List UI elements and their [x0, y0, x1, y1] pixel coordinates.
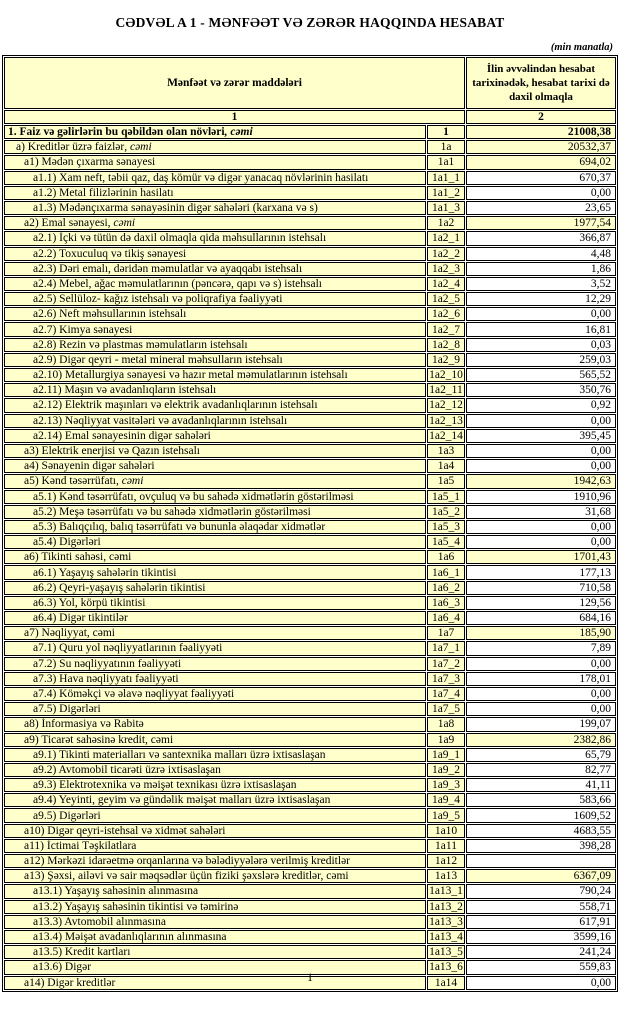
row-label-text: a2) Emal sənayesi: [24, 217, 108, 230]
row-code: 1a6_4: [427, 611, 465, 625]
row-label: [4, 322, 426, 336]
table-row: [4, 398, 616, 412]
row-label-text: a4) Sənayenin digər sahələri: [24, 460, 155, 473]
row-code: 1a13_4: [427, 930, 465, 944]
row-label: [4, 474, 426, 488]
row-code: 1a2_12: [427, 398, 465, 412]
row-label-text: a6.4) Digər tikintilər: [33, 612, 128, 625]
row-value: 350,76: [466, 383, 616, 397]
row-value: 0,00: [466, 307, 616, 321]
row-label-text: a13.5) Kredit kartları: [33, 946, 131, 959]
row-label: [4, 307, 426, 321]
table-row: [4, 657, 616, 671]
row-label-text: a13.6) Digər: [33, 961, 92, 974]
row-value: 1609,52: [466, 808, 616, 822]
row-label-text: a2.8) Rezin və plastmas məmulatların istehsalı: [33, 338, 248, 351]
table-row: [4, 201, 616, 215]
table-row: [4, 884, 616, 898]
row-label-text: a6.2) Qeyri-yaşayış sahələrin tikintisi: [33, 581, 206, 594]
row-code: 1a4: [427, 459, 465, 473]
row-code: 1a2_7: [427, 322, 465, 336]
row-label-text: a7.5) Digərləri: [33, 703, 101, 716]
row-label: [4, 581, 426, 595]
table-row: [4, 793, 616, 807]
table-row: [4, 231, 616, 245]
row-label: [4, 672, 426, 686]
row-code: 1a5_2: [427, 505, 465, 519]
row-label-text: a2.9) Digər qeyri - metal mineral məhsulların istehsalı: [33, 353, 283, 366]
row-code: 1a7_3: [427, 672, 465, 686]
table-row: [4, 565, 616, 579]
row-value: 684,16: [466, 611, 616, 625]
row-label: [4, 125, 426, 139]
row-value: 0,00: [466, 444, 616, 458]
row-code: 1a9_1: [427, 748, 465, 762]
row-code: 1a5_3: [427, 520, 465, 534]
row-label-text: a6.1) Yaşayış sahələrin tikintisi: [33, 566, 177, 579]
row-value: 0,92: [466, 398, 616, 412]
row-code: 1a2_8: [427, 338, 465, 352]
row-label-text: a6) Tikinti sahəsi, cəmi: [24, 551, 132, 564]
row-code: 1a2_13: [427, 414, 465, 428]
row-value: 199,07: [466, 717, 616, 731]
row-label-text: a9.5) Digərləri: [33, 809, 101, 822]
row-label: [4, 429, 426, 443]
row-value: 558,71: [466, 900, 616, 914]
table-row: [4, 778, 616, 792]
row-label: [4, 155, 426, 169]
row-label: [4, 687, 426, 701]
row-label: [4, 368, 426, 382]
table-row: [4, 535, 616, 549]
row-label: [4, 520, 426, 534]
row-code: 1a: [427, 140, 465, 154]
row-value: 366,87: [466, 231, 616, 245]
row-code: 1a8: [427, 717, 465, 731]
row-code: 1a9_5: [427, 808, 465, 822]
row-label: [4, 748, 426, 762]
row-code: 1a7_5: [427, 702, 465, 716]
row-label: [4, 216, 426, 230]
header-row: [4, 57, 616, 109]
row-value: 670,37: [466, 171, 616, 185]
row-label-text: a7.2) Su nəqliyyatının fəaliyyəti: [33, 657, 182, 670]
row-value: 1942,63: [466, 474, 616, 488]
table-row: [4, 687, 616, 701]
row-label-text: a9.2) Avtomobil ticarəti üzrə ixtisaslaşan: [33, 763, 221, 776]
row-label: [4, 717, 426, 731]
row-label-text: a13.2) Yaşayış sahəsinin tikintisi və təmirinə: [33, 900, 239, 913]
table-row: [4, 186, 616, 200]
row-value: 0,00: [466, 657, 616, 671]
row-label-text: a2.11) Maşın və avadanlıqların istehsalı: [33, 384, 217, 397]
row-label-text: a9) Ticarət sahəsinə kredit, cəmi: [24, 733, 174, 746]
row-code: 1a2_14: [427, 429, 465, 443]
row-value: 23,65: [466, 201, 616, 215]
table-row: [4, 474, 616, 488]
row-label: [4, 414, 426, 428]
row-value: 20532,37: [466, 140, 616, 154]
row-label: [4, 839, 426, 853]
row-label: [4, 793, 426, 807]
row-label: [4, 459, 426, 473]
row-label-text: a1.3) Mədənçıxarma sənayəsinin digər sahələri (karxana və s): [33, 202, 318, 215]
table-row: [4, 641, 616, 655]
row-label-text: a13.3) Avtomobil alınmasına: [33, 915, 166, 928]
row-value: 7,89: [466, 641, 616, 655]
table-row: [4, 155, 616, 169]
table-row: [4, 277, 616, 291]
row-code: 1a2_11: [427, 383, 465, 397]
row-value: 177,13: [466, 565, 616, 579]
table-row: [4, 429, 616, 443]
row-value: 0,00: [466, 976, 616, 990]
table-row: [4, 581, 616, 595]
row-label: [4, 869, 426, 883]
row-label-text: a1.1) Xam neft, təbii qaz, daş kömür və digər yanacaq növlərinin hasilatı: [33, 171, 369, 184]
row-label: [4, 778, 426, 792]
row-label: [4, 808, 426, 822]
table-row: [4, 854, 616, 868]
row-value: 21008,38: [466, 125, 616, 139]
row-label-text: a7.3) Hava nəqliyyatı fəaliyyəti: [33, 672, 179, 685]
row-label-text: a) Kreditlər üzrə faizlər: [16, 141, 125, 154]
row-label-text: a5.3) Balıqçılıq, balıq təsərrüfatı və bununla əlaqədar xidmətlər: [33, 520, 326, 533]
row-code: 1a7: [427, 626, 465, 640]
row-label-text: a13) Şəxsi, ailəvi və sair məqsədlər üçün fiziki şəxslərə kreditlər, cəmi: [24, 870, 349, 883]
row-label: [4, 641, 426, 655]
row-code: 1a2_4: [427, 277, 465, 291]
row-label-text: 1. Faiz və gəlirlərin bu qəbildən olan növləri: [8, 126, 225, 139]
page-title: CƏDVƏL A 1 - MƏNFƏƏT VƏ ZƏRƏR HAQQINDA HESABAT: [115, 15, 505, 30]
row-code: 1a6_1: [427, 565, 465, 579]
table-row: [4, 611, 616, 625]
row-code: 1a7_1: [427, 641, 465, 655]
row-code: 1a6: [427, 550, 465, 564]
row-label-text: a2.2) Toxuculuq və tikiş sənayesi: [33, 247, 187, 260]
row-value: 0,00: [466, 186, 616, 200]
row-value: 16,81: [466, 322, 616, 336]
row-code: 1a5_1: [427, 490, 465, 504]
table-row: [4, 383, 616, 397]
row-label-text: a9.1) Tikinti materialları və santexnika malları üzrə ixtisaslaşan: [33, 748, 326, 761]
row-value: 65,79: [466, 748, 616, 762]
row-label: [4, 854, 426, 868]
row-code: 1a3: [427, 444, 465, 458]
row-label: [4, 733, 426, 747]
table-row: [4, 171, 616, 185]
row-label: [4, 201, 426, 215]
row-label: [4, 535, 426, 549]
row-value: 559,83: [466, 960, 616, 974]
table-row: [4, 596, 616, 610]
row-code: 1a2_6: [427, 307, 465, 321]
row-label-text: a7) Nəqliyyat, cəmi: [24, 627, 116, 640]
table-row: [4, 900, 616, 914]
row-code: 1a10: [427, 824, 465, 838]
row-value: 583,66: [466, 793, 616, 807]
row-label: [4, 262, 426, 276]
row-label-text: a5.4) Digərləri: [33, 536, 101, 549]
row-code: 1a7_2: [427, 657, 465, 671]
row-code: 1a5_4: [427, 535, 465, 549]
row-label-text: a2.4) Mebel, ağac məmulatlarının (pəncərə, qapı və s) istehsalı: [33, 277, 322, 290]
table-row: [4, 368, 616, 382]
table-row: [4, 216, 616, 230]
row-code: 1a13_6: [427, 960, 465, 974]
row-label: [4, 550, 426, 564]
table-row: [4, 915, 616, 929]
row-label: [4, 353, 426, 367]
row-label-text: a13.4) Məişət avadanlıqlarının alınmasına: [33, 931, 227, 944]
row-label-text: a2.7) Kimya sənayesi: [33, 323, 133, 336]
row-code: 1a1_1: [427, 171, 465, 185]
row-label: [4, 915, 426, 929]
table-row: [4, 520, 616, 534]
row-value: 31,68: [466, 505, 616, 519]
row-label-text: a2.14) Emal sənayesinin digər sahələri: [33, 429, 211, 442]
row-label: [4, 657, 426, 671]
row-value: 2382,86: [466, 733, 616, 747]
row-value: 0,00: [466, 414, 616, 428]
row-label: [4, 444, 426, 458]
row-value: 565,52: [466, 368, 616, 382]
table-row: [4, 869, 616, 883]
row-value: 4,48: [466, 247, 616, 261]
row-label: [4, 171, 426, 185]
row-label-text: a2.13) Nəqliyyat vasitələri və avadanlıqlarının istehsalı: [33, 414, 288, 427]
row-value: 12,29: [466, 292, 616, 306]
row-label-text: a2.3) Dəri emalı, dəridən məmulatlar və ayaqqabı istehsalı: [33, 262, 303, 275]
row-label-text: a2.6) Neft məhsullarının istehsalı: [33, 308, 187, 321]
row-code: 1a1: [427, 155, 465, 169]
items-column-header: Mənfəət və zərər maddələri: [4, 57, 465, 109]
table-row: [4, 672, 616, 686]
row-label-text: a9.4) Yeyinti, geyim və gündəlik məişət malları üzrə ixtisaslaşan: [33, 794, 331, 807]
row-value: 1977,54: [466, 216, 616, 230]
table-row: [4, 733, 616, 747]
row-code: 1a1_3: [427, 201, 465, 215]
row-code: 1a13_5: [427, 945, 465, 959]
page-number: 1: [307, 970, 313, 984]
row-label-text: a11) İctimai Təşkilatlara: [24, 839, 137, 852]
row-value: [466, 854, 616, 868]
row-label: [4, 565, 426, 579]
row-code: 1a6_3: [427, 596, 465, 610]
row-value: 710,58: [466, 581, 616, 595]
row-label-text: a2.1) İçki və tütün də daxil olmaqla qida məhsullarının istehsalı: [33, 232, 327, 245]
row-label-text: a7.1) Quru yol nəqliyyatlarının fəaliyyəti: [33, 642, 223, 655]
row-value: 0,00: [466, 702, 616, 716]
row-value: 1,86: [466, 262, 616, 276]
table-row: [4, 292, 616, 306]
row-code: 1a1_2: [427, 186, 465, 200]
row-label-suffix: , cəmi: [115, 475, 144, 488]
row-value: 0,00: [466, 535, 616, 549]
unit-note: (min manatla): [550, 42, 613, 53]
row-label-text: a1) Mədən çıxarma sənayesi: [24, 156, 156, 169]
value-column-number: 2: [466, 110, 616, 124]
row-label: [4, 702, 426, 716]
table-row: [4, 338, 616, 352]
table-row: [4, 808, 616, 822]
row-label-text: a3) Elektrik enerjisi və Qazın istehsalı: [24, 445, 200, 458]
table-row: [4, 505, 616, 519]
row-value: 0,03: [466, 338, 616, 352]
row-code: 1a2_2: [427, 247, 465, 261]
row-value: 185,90: [466, 626, 616, 640]
table-row: [4, 459, 616, 473]
row-code: 1a13_3: [427, 915, 465, 929]
row-label: [4, 763, 426, 777]
row-code: 1a11: [427, 839, 465, 853]
table-row: [4, 945, 616, 959]
row-code: 1a2_5: [427, 292, 465, 306]
row-label: [4, 490, 426, 504]
row-value: 41,11: [466, 778, 616, 792]
row-label: [4, 611, 426, 625]
row-label: [4, 231, 426, 245]
row-value: 129,56: [466, 596, 616, 610]
row-code: 1a9: [427, 733, 465, 747]
row-label: [4, 945, 426, 959]
row-value: 398,28: [466, 839, 616, 853]
row-label-suffix: , cəmi: [124, 141, 152, 154]
row-label: [4, 884, 426, 898]
row-value: 395,45: [466, 429, 616, 443]
row-value: 4683,55: [466, 824, 616, 838]
row-code: 1a9_2: [427, 763, 465, 777]
row-code: 1a12: [427, 854, 465, 868]
row-value: 259,03: [466, 353, 616, 367]
row-label: [4, 247, 426, 261]
table-row: [4, 247, 616, 261]
table-header: [4, 57, 616, 124]
row-label: [4, 140, 426, 154]
row-value: 3,52: [466, 277, 616, 291]
items-column-number: 1: [4, 110, 465, 124]
row-label-text: a7.4) Köməkçi və əlavə nəqliyyat fəaliyyəti: [33, 688, 235, 701]
row-label: [4, 596, 426, 610]
row-value: 82,77: [466, 763, 616, 777]
table-row: [4, 140, 616, 154]
row-label-text: a12) Mərkəzi idarəetmə orqanlarına və bələdiyyələrə verilmiş kreditlər: [24, 855, 350, 868]
row-code: 1a2_10: [427, 368, 465, 382]
table-row: [4, 353, 616, 367]
row-value: 6367,09: [466, 869, 616, 883]
row-label-text: a6.3) Yol, körpü tikintisi: [33, 596, 146, 609]
value-column-header: İlin əvvəlindən hesabat tarixinədək, hesabat tarixi də daxil olmaqla: [466, 57, 616, 109]
table-row: [4, 262, 616, 276]
row-label: [4, 383, 426, 397]
row-label: [4, 338, 426, 352]
row-label: [4, 900, 426, 914]
table-row: [4, 550, 616, 564]
row-value: 0,00: [466, 520, 616, 534]
row-code: 1a9_3: [427, 778, 465, 792]
row-label: [4, 626, 426, 640]
table-row: [4, 824, 616, 838]
row-value: 0,00: [466, 687, 616, 701]
row-value: 3599,16: [466, 930, 616, 944]
row-code: 1a13_1: [427, 884, 465, 898]
row-code: 1a5: [427, 474, 465, 488]
table-row: [4, 702, 616, 716]
row-label-suffix: , cəmi: [107, 217, 136, 230]
row-value: 241,24: [466, 945, 616, 959]
table-row: [4, 717, 616, 731]
table-row: [4, 626, 616, 640]
table-row: [4, 444, 616, 458]
row-value: 790,24: [466, 884, 616, 898]
row-value: 694,02: [466, 155, 616, 169]
row-label: [4, 505, 426, 519]
table-body: [4, 125, 616, 990]
row-value: 178,01: [466, 672, 616, 686]
row-value: 1910,96: [466, 490, 616, 504]
row-label: [4, 824, 426, 838]
row-code: 1a6_2: [427, 581, 465, 595]
table-row: [4, 763, 616, 777]
row-label-text: a14) Digər kreditlər: [24, 976, 116, 989]
table-row: [4, 839, 616, 853]
row-value: 1701,43: [466, 550, 616, 564]
table-row: [4, 322, 616, 336]
row-code: 1a13: [427, 869, 465, 883]
row-label: [4, 398, 426, 412]
row-label: [4, 277, 426, 291]
table-row: [4, 125, 616, 139]
row-code: 1a2_1: [427, 231, 465, 245]
table-row: [4, 307, 616, 321]
row-code: 1a13_2: [427, 900, 465, 914]
row-label-text: a13.1) Yaşayış sahəsinin alınmasına: [33, 885, 199, 898]
column-number-row: [4, 110, 616, 124]
row-label-text: a1.2) Metal filizlərinin hasilatı: [33, 186, 174, 199]
row-code: 1: [427, 125, 465, 139]
row-label-text: a5.1) Kənd təsərrüfatı, ovçuluq və bu sahədə xidmətlərin göstərilməsi: [33, 490, 354, 503]
row-code: 1a9_4: [427, 793, 465, 807]
row-label-text: a9.3) Elektrotexnika və məişət texnikası üzrə ixtisaslaşan: [33, 779, 297, 792]
row-label-text: a8) İnformasiya və Rabitə: [24, 718, 144, 731]
table-row: [4, 930, 616, 944]
table-row: [4, 748, 616, 762]
row-value: 617,91: [466, 915, 616, 929]
row-label-text: a5) Kənd təsərrüfatı: [24, 475, 116, 488]
row-label: [4, 186, 426, 200]
row-code: 1a2_9: [427, 353, 465, 367]
row-label: [4, 292, 426, 306]
profit-loss-table: [2, 55, 618, 992]
row-label-text: a2.5) Sellüloz- kağız istehsalı və poliqrafiya fəaliyyəti: [33, 293, 283, 306]
row-label-text: a2.10) Metallurgiya sənayesi və hazır metal məmulatlarının istehsalı: [33, 369, 348, 382]
row-value: 0,00: [466, 459, 616, 473]
row-code: 1a2: [427, 216, 465, 230]
row-code: 1a7_4: [427, 687, 465, 701]
row-label-text: a2.12) Elektrik maşınları və elektrik avadanlıqlarının istehsalı: [33, 399, 318, 412]
row-label-text: a10) Digər qeyri-istehsal və xidmət sahələri: [24, 824, 226, 837]
row-code: 1a14: [427, 976, 465, 990]
table-row: [4, 490, 616, 504]
row-label-text: a5.2) Meşə təsərrüfatı və bu sahədə xidmətlərin göstərilməsi: [33, 505, 311, 518]
row-code: 1a2_3: [427, 262, 465, 276]
row-label: [4, 930, 426, 944]
table-row: [4, 414, 616, 428]
row-label-suffix: , cəmi: [224, 126, 253, 139]
